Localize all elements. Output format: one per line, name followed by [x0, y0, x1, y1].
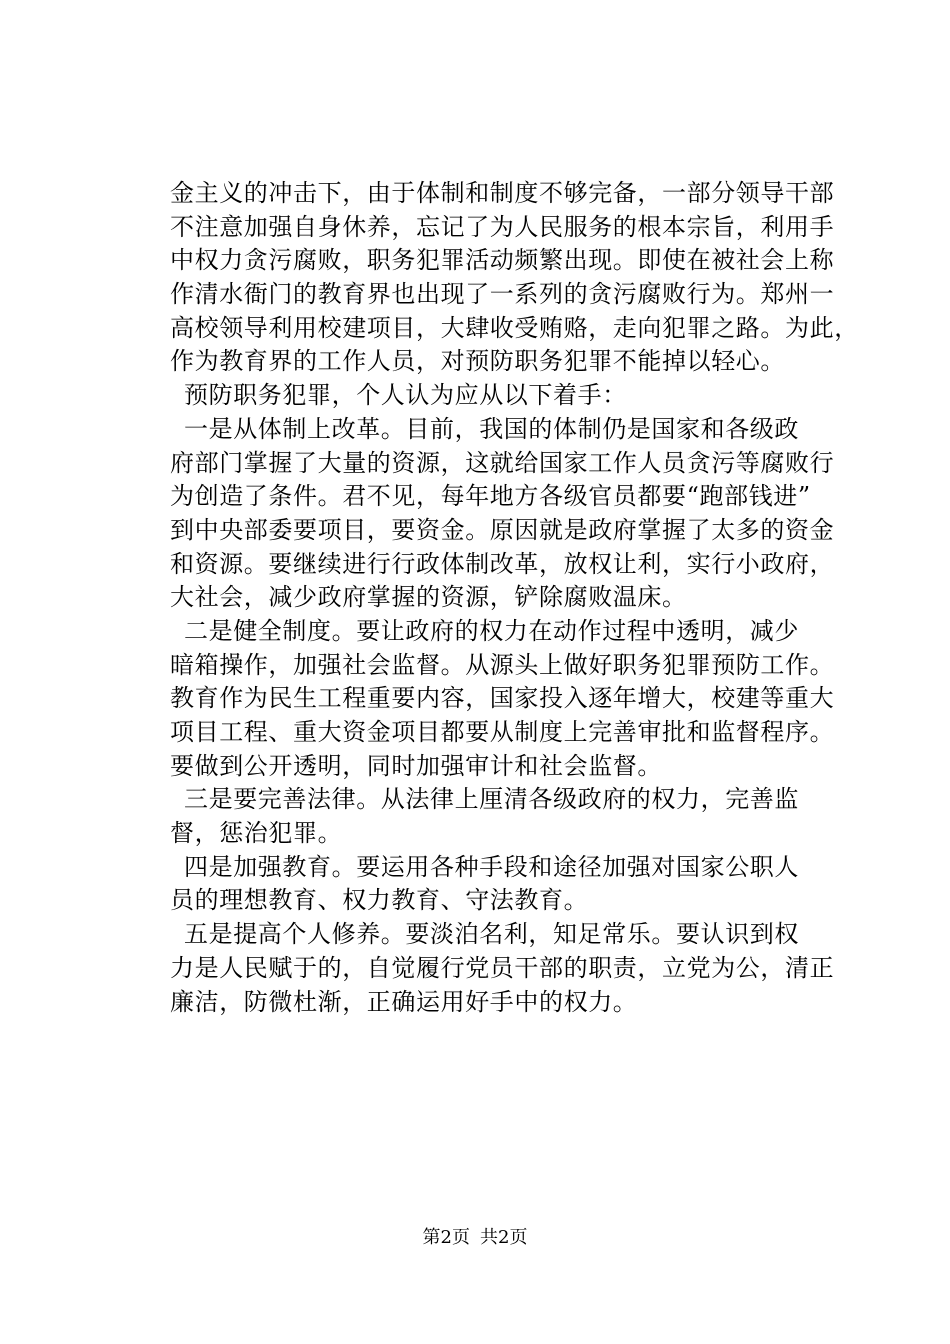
text-line: 二是健全制度。要让政府的权力在动作过程中透明，减少 — [184, 616, 799, 645]
text-line: 金主义的冲击下，由于体制和制度不够完备，一部分领导干部 — [170, 179, 835, 207]
page-number: 第2页 — [422, 1227, 470, 1248]
text-line: 项目工程、重大资金项目都要从制度上完善审批和监督程序。 — [170, 718, 835, 746]
text-line: 到中央部委要项目，要资金。原因就是政府掌握了太多的资金 — [170, 515, 835, 544]
text-line: 督，惩治犯罪。 — [170, 819, 343, 848]
text-line: 力是人民赋于的，自觉履行党员干部的职责，立党为公，清正 — [170, 953, 835, 982]
text-line: 廉洁，防微杜渐，正确运用好手中的权力。 — [170, 987, 638, 1016]
page-footer — [0, 1226, 950, 1250]
text-line: 和资源。要继续进行行政体制改革，放权让利，实行小政府， — [170, 549, 835, 578]
text-line: 府部门掌握了大量的资源，这就给国家工作人员贪污等腐败行 — [170, 448, 835, 477]
text-line: 要做到公开透明，同时加强审计和社会监督。 — [170, 751, 662, 780]
text-line: 不注意加强自身休养，忘记了为人民服务的根本宗旨，利用手 — [170, 212, 835, 241]
text-line: 员的理想教育、权力教育、守法教育。 — [170, 886, 589, 915]
text-line: 高校领导利用校建项目，大肆收受贿赂，走向犯罪之路。为此， — [170, 313, 859, 342]
text-line: 大社会，减少政府掌握的资源，铲除腐败温床。 — [170, 583, 687, 612]
text-line: 作清水衙门的教育界也出现了一系列的贪污腐败行为。郑州一 — [170, 280, 835, 309]
text-line: 五是提高个人修养。要淡泊名利，知足常乐。要认识到权 — [184, 920, 799, 949]
text-line: 中权力贪污腐败，职务犯罪活动频繁出现。即使在被社会上称 — [170, 246, 835, 275]
text-line: 四是加强教育。要运用各种手段和途径加强对国家公职人 — [184, 852, 799, 881]
text-line: 教育作为民生工程重要内容，国家投入逐年增大，校建等重大 — [170, 684, 835, 713]
text-line: 预防职务犯罪，个人认为应从以下着手： — [184, 381, 627, 410]
page-total: 共2页 — [480, 1227, 528, 1248]
text-line: 为创造了条件。君不见，每年地方各级官员都要“跑部钱进” — [170, 482, 811, 511]
text-line: 暗箱操作，加强社会监督。从源头上做好职务犯罪预防工作。 — [170, 650, 835, 679]
text-line: 一是从体制上改革。目前，我国的体制仍是国家和各级政 — [184, 414, 799, 443]
text-line: 作为教育界的工作人员，对预防职务犯罪不能掉以轻心。 — [170, 347, 785, 376]
text-line: 三是要完善法律。从法律上厘清各级政府的权力，完善监 — [184, 785, 799, 814]
document-body — [170, 177, 862, 1019]
